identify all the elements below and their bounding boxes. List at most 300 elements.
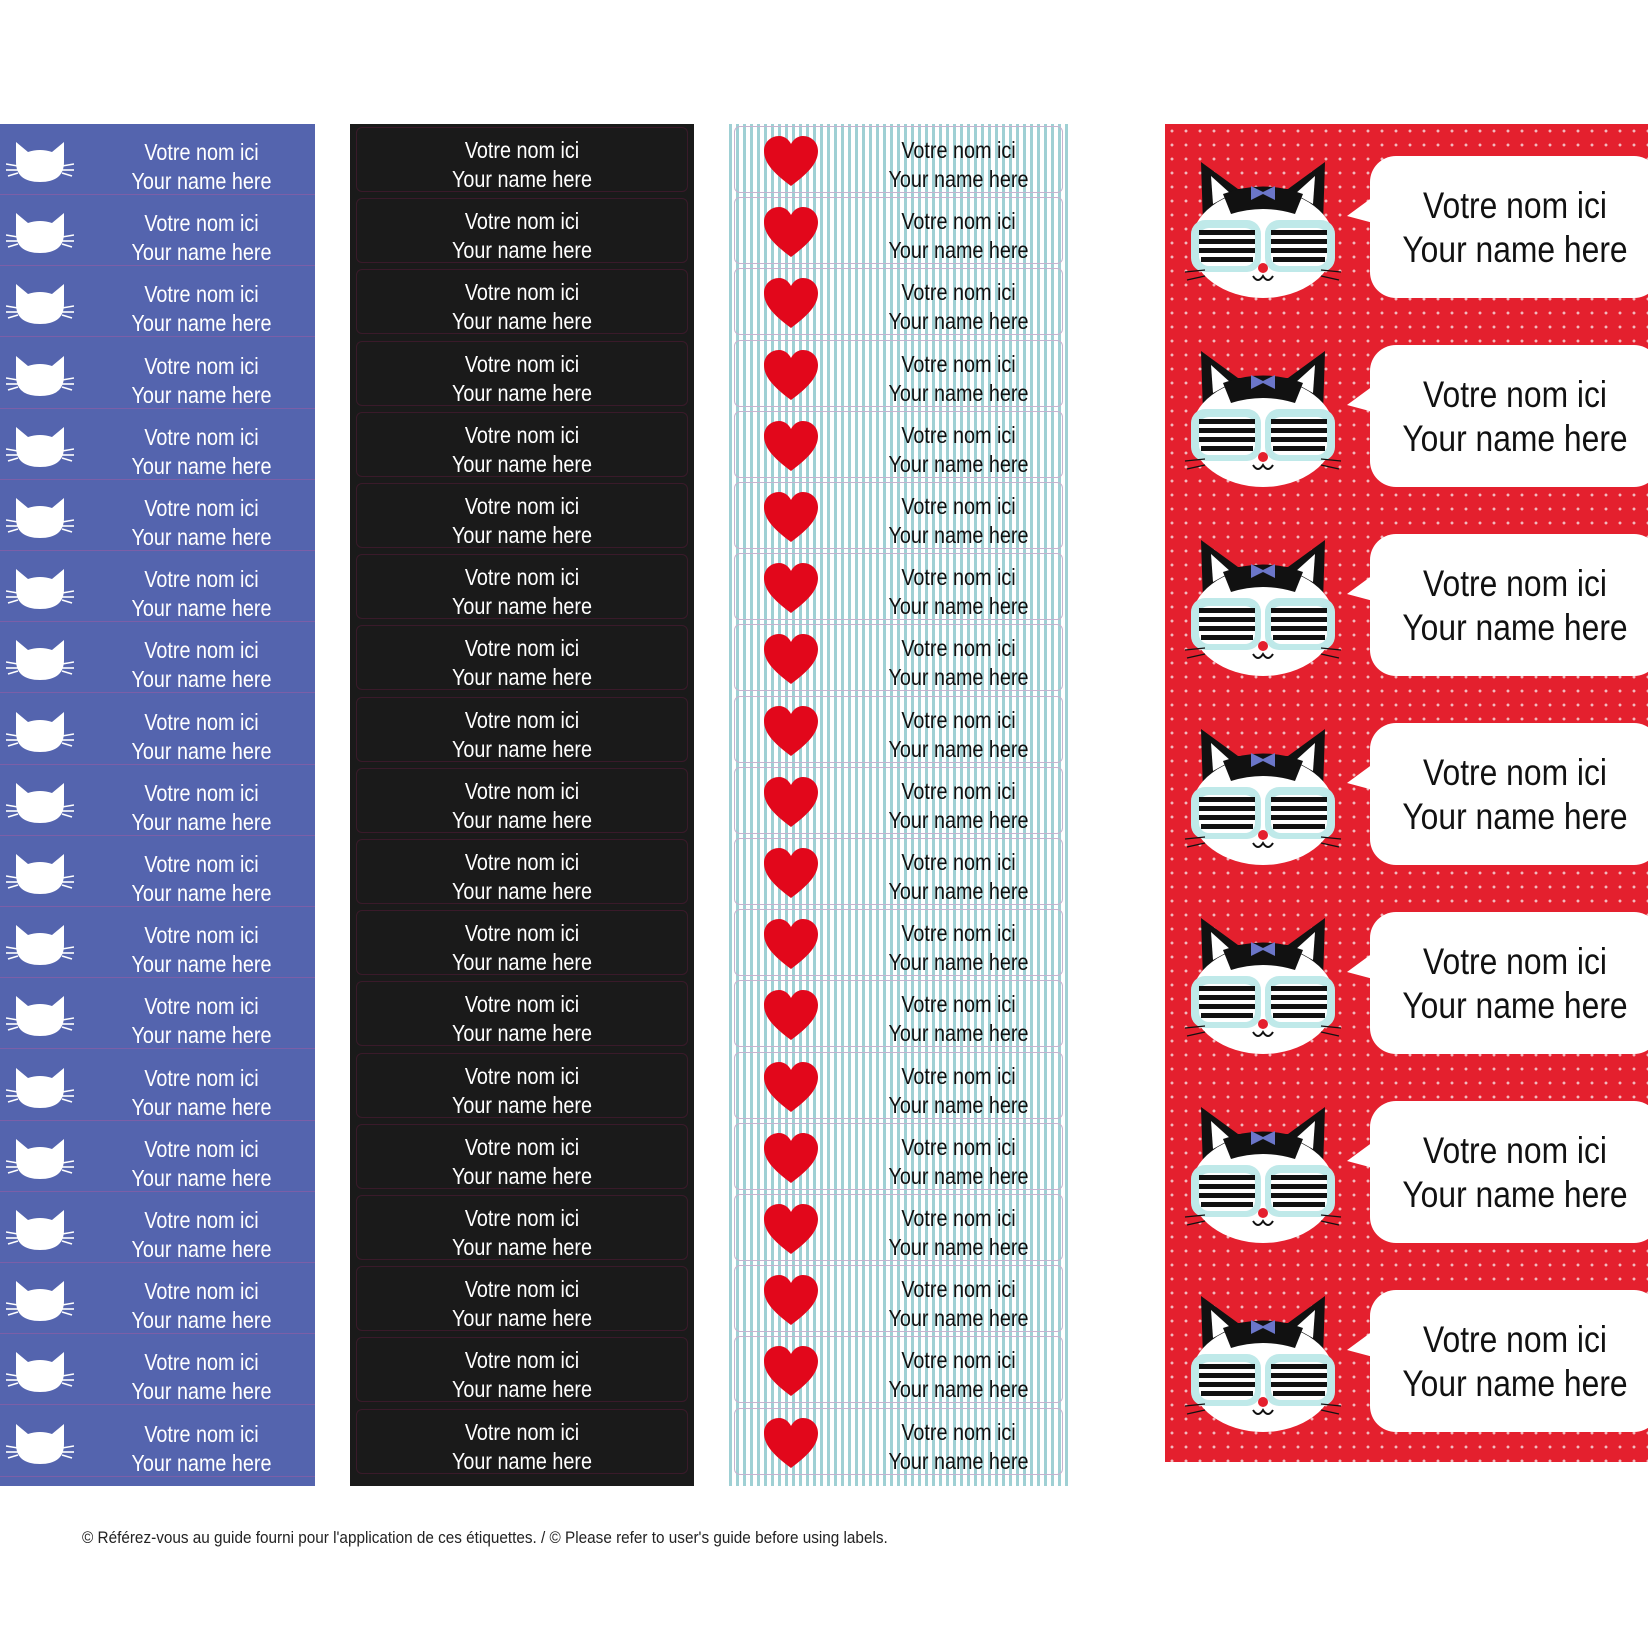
french-name-line: Votre nom ici: [901, 1205, 1016, 1231]
english-name-line: Your name here: [888, 237, 1029, 264]
name-text: [374, 634, 670, 692]
french-name-line: Votre nom ici: [901, 493, 1016, 519]
french-name-line: Votre nom ici: [144, 1420, 259, 1447]
french-name-line: Votre nom ici: [464, 1276, 580, 1303]
french-name-line: Votre nom ici: [1423, 1319, 1607, 1360]
heart-icon: [762, 205, 820, 259]
english-name-line: Your name here: [131, 1093, 272, 1120]
english-name-line: Your name here: [1402, 796, 1628, 837]
heart-icon: [762, 561, 820, 615]
name-text: [873, 634, 1044, 692]
name-text: [873, 278, 1044, 336]
english-name-line: Your name here: [131, 381, 272, 408]
english-name-line: Your name here: [451, 450, 593, 477]
name-text: [374, 990, 670, 1048]
english-name-line: Your name here: [131, 168, 272, 194]
french-name-line: Votre nom ici: [901, 564, 1016, 591]
heart-icon: [762, 1273, 820, 1327]
name-text: [1395, 562, 1636, 650]
french-name-line: Votre nom ici: [901, 706, 1016, 733]
name-text: [374, 350, 670, 408]
cat-head-icon: [6, 1418, 74, 1466]
english-name-line: Your name here: [451, 522, 593, 548]
french-name-line: Votre nom ici: [144, 637, 259, 664]
english-name-line: Your name here: [1402, 1363, 1628, 1404]
blue-label[interactable]: [0, 409, 315, 480]
english-name-line: Your name here: [1402, 229, 1628, 270]
black-label[interactable]: [350, 195, 694, 266]
blue-label[interactable]: [0, 1263, 315, 1334]
blue-label[interactable]: [0, 907, 315, 978]
cat-head-icon: [6, 1062, 74, 1110]
name-text: [374, 563, 670, 621]
english-name-line: Your name here: [888, 806, 1029, 833]
black-label[interactable]: [350, 551, 694, 622]
french-name-line: Votre nom ici: [464, 350, 580, 377]
english-name-line: Your name here: [131, 452, 272, 479]
blue-label[interactable]: [0, 338, 315, 409]
heart-label[interactable]: [729, 907, 1068, 978]
french-name-line: Votre nom ici: [901, 279, 1016, 306]
name-text: [873, 1275, 1044, 1333]
french-name-line: Votre nom ici: [901, 1276, 1016, 1303]
cat-head-icon: [6, 1275, 74, 1323]
black-label[interactable]: [350, 765, 694, 836]
name-text: [104, 352, 299, 410]
heart-icon: [762, 632, 820, 686]
heart-icon: [762, 348, 820, 402]
french-name-line: Votre nom ici: [144, 281, 259, 308]
cat-head-icon: [6, 136, 74, 184]
english-name-line: Your name here: [451, 1234, 593, 1260]
name-text: [374, 492, 670, 550]
cat-with-sunglasses-icon: [1183, 333, 1343, 488]
english-name-line: Your name here: [1402, 985, 1628, 1026]
blue-label[interactable]: [0, 1121, 315, 1192]
french-name-line: Votre nom ici: [1423, 563, 1607, 604]
heart-label[interactable]: [729, 765, 1068, 836]
french-name-line: Votre nom ici: [464, 706, 580, 733]
heart-icon: [762, 1344, 820, 1398]
cat-label[interactable]: [1165, 124, 1648, 313]
name-text: [374, 1204, 670, 1262]
french-name-line: Votre nom ici: [144, 779, 259, 806]
heart-label[interactable]: [729, 622, 1068, 693]
name-text: [873, 492, 1044, 550]
cat-head-icon: [6, 492, 74, 540]
english-name-line: Your name here: [888, 593, 1029, 620]
english-name-line: Your name here: [888, 1162, 1029, 1189]
cat-label[interactable]: [1165, 502, 1648, 691]
black-label[interactable]: [350, 1192, 694, 1263]
english-name-line: Your name here: [1402, 418, 1628, 459]
cat-label[interactable]: [1165, 880, 1648, 1069]
english-name-line: Your name here: [131, 524, 272, 550]
english-name-line: Your name here: [888, 1305, 1029, 1332]
name-text: [1395, 751, 1636, 839]
blue-label[interactable]: [0, 765, 315, 836]
cat-label[interactable]: [1165, 1069, 1648, 1258]
name-text: [104, 779, 299, 837]
black-label[interactable]: [350, 480, 694, 551]
french-name-line: Votre nom ici: [144, 423, 259, 450]
english-name-line: Your name here: [888, 1091, 1029, 1118]
name-text: [374, 136, 670, 194]
heart-icon: [762, 1131, 820, 1185]
heart-icon: [762, 1416, 820, 1470]
blue-label[interactable]: [0, 551, 315, 622]
name-text: [374, 1062, 670, 1120]
french-name-line: Votre nom ici: [144, 708, 259, 735]
blue-label[interactable]: [0, 694, 315, 765]
name-text: [873, 136, 1044, 194]
cat-head-icon: [6, 1204, 74, 1252]
english-name-line: Your name here: [131, 808, 272, 835]
heart-label[interactable]: [729, 1192, 1068, 1263]
cat-head-icon: [6, 278, 74, 326]
english-name-line: Your name here: [131, 1307, 272, 1334]
french-name-line: Votre nom ici: [144, 210, 259, 237]
french-name-line: Votre nom ici: [464, 991, 580, 1018]
name-text: [104, 423, 299, 481]
heart-icon: [762, 134, 820, 188]
english-name-line: Your name here: [888, 949, 1029, 976]
black-label[interactable]: [350, 907, 694, 978]
heart-icon: [762, 276, 820, 330]
name-text: [104, 1064, 299, 1122]
cat-head-icon: [6, 207, 74, 255]
heart-icon: [762, 988, 820, 1042]
heart-label[interactable]: [729, 1334, 1068, 1405]
english-name-line: Your name here: [131, 595, 272, 622]
french-name-line: Votre nom ici: [144, 566, 259, 593]
heart-label[interactable]: [729, 480, 1068, 551]
black-sheet: [350, 124, 694, 1486]
english-name-line: Your name here: [888, 735, 1029, 762]
french-name-line: Votre nom ici: [464, 137, 580, 163]
cat-head-icon: [6, 990, 74, 1038]
blue-label[interactable]: [0, 1050, 315, 1121]
name-text: [374, 777, 670, 835]
french-name-line: Votre nom ici: [464, 493, 580, 519]
black-label[interactable]: [350, 1121, 694, 1192]
french-name-line: Votre nom ici: [144, 1064, 259, 1091]
heart-icon: [762, 1060, 820, 1114]
cat-head-icon: [6, 919, 74, 967]
name-text: [374, 1346, 670, 1404]
heart-label[interactable]: [729, 1263, 1068, 1334]
english-name-line: Your name here: [451, 1376, 593, 1403]
english-name-line: Your name here: [888, 1234, 1029, 1260]
name-text: [1395, 1129, 1636, 1217]
striped-heart-sheet: [729, 124, 1068, 1486]
black-label[interactable]: [350, 836, 694, 907]
name-text: [104, 1348, 299, 1406]
cat-head-icon: [6, 848, 74, 896]
name-text: [104, 1277, 299, 1335]
english-name-line: Your name here: [131, 1022, 272, 1049]
name-text: [104, 636, 299, 694]
french-name-line: Votre nom ici: [901, 1347, 1016, 1374]
english-name-line: Your name here: [888, 1020, 1029, 1047]
french-name-line: Votre nom ici: [901, 635, 1016, 662]
french-name-line: Votre nom ici: [1423, 752, 1607, 793]
name-text: [104, 1420, 299, 1478]
black-label[interactable]: [350, 338, 694, 409]
heart-label[interactable]: [729, 338, 1068, 409]
english-name-line: Your name here: [451, 1162, 593, 1189]
name-text: [104, 850, 299, 908]
english-name-line: Your name here: [451, 949, 593, 976]
french-name-line: Votre nom ici: [901, 849, 1016, 875]
english-name-line: Your name here: [888, 308, 1029, 335]
blue-label[interactable]: [0, 836, 315, 907]
english-name-line: Your name here: [888, 878, 1029, 904]
french-name-line: Votre nom ici: [464, 1347, 580, 1374]
french-name-line: Votre nom ici: [1423, 374, 1607, 415]
black-label[interactable]: [350, 124, 694, 195]
english-name-line: Your name here: [131, 951, 272, 978]
name-text: [104, 992, 299, 1050]
english-name-line: Your name here: [451, 166, 593, 192]
french-name-line: Votre nom ici: [144, 1207, 259, 1233]
cat-label[interactable]: [1165, 313, 1648, 502]
english-name-line: Your name here: [131, 1449, 272, 1476]
name-text: [873, 1418, 1044, 1476]
black-label[interactable]: [350, 1406, 694, 1477]
name-text: [873, 1204, 1044, 1262]
cat-with-sunglasses-icon: [1183, 711, 1343, 866]
french-name-line: Votre nom ici: [464, 635, 580, 662]
french-name-line: Votre nom ici: [901, 1062, 1016, 1089]
name-text: [873, 350, 1044, 408]
name-text: [374, 706, 670, 764]
french-name-line: Votre nom ici: [464, 421, 580, 448]
english-name-line: Your name here: [451, 735, 593, 762]
name-text: [374, 848, 670, 906]
cat-label[interactable]: [1165, 1258, 1648, 1447]
name-text: [1395, 940, 1636, 1028]
heart-label[interactable]: [729, 1406, 1068, 1477]
english-name-line: Your name here: [888, 664, 1029, 691]
english-name-line: Your name here: [888, 166, 1029, 192]
name-text: [104, 138, 299, 196]
black-label[interactable]: [350, 622, 694, 693]
french-name-line: Votre nom ici: [901, 208, 1016, 235]
english-name-line: Your name here: [131, 310, 272, 337]
heart-label[interactable]: [729, 266, 1068, 337]
french-name-line: Votre nom ici: [901, 1133, 1016, 1160]
black-label[interactable]: [350, 694, 694, 765]
english-name-line: Your name here: [451, 308, 593, 335]
french-name-line: Votre nom ici: [144, 1135, 259, 1162]
name-text: [873, 1062, 1044, 1120]
french-name-line: Votre nom ici: [901, 920, 1016, 947]
french-name-line: Votre nom ici: [464, 1205, 580, 1231]
heart-label[interactable]: [729, 836, 1068, 907]
name-text: [104, 209, 299, 267]
heart-icon: [762, 490, 820, 544]
black-label[interactable]: [350, 1334, 694, 1405]
english-name-line: Your name here: [888, 450, 1029, 477]
blue-label[interactable]: [0, 622, 315, 693]
heart-icon: [762, 775, 820, 829]
french-name-line: Votre nom ici: [464, 777, 580, 804]
english-name-line: Your name here: [451, 1447, 593, 1474]
blue-label[interactable]: [0, 124, 315, 195]
french-name-line: Votre nom ici: [464, 564, 580, 591]
english-name-line: Your name here: [1402, 607, 1628, 648]
english-name-line: Your name here: [451, 379, 593, 406]
blue-label[interactable]: [0, 978, 315, 1049]
french-name-line: Votre nom ici: [901, 991, 1016, 1018]
english-name-line: Your name here: [131, 239, 272, 266]
heart-label[interactable]: [729, 409, 1068, 480]
cat-head-icon: [6, 706, 74, 754]
heart-icon: [762, 704, 820, 758]
name-text: [873, 421, 1044, 479]
english-name-line: Your name here: [131, 666, 272, 693]
name-text: [104, 1206, 299, 1264]
english-name-line: Your name here: [131, 1236, 272, 1262]
english-name-line: Your name here: [888, 1447, 1029, 1474]
cat-with-sunglasses-icon: [1183, 1089, 1343, 1244]
cat-head-icon: [6, 1133, 74, 1181]
heart-label[interactable]: [729, 1050, 1068, 1121]
french-name-line: Votre nom ici: [1423, 185, 1607, 226]
name-text: [873, 1346, 1044, 1404]
heart-label[interactable]: [729, 978, 1068, 1049]
black-label[interactable]: [350, 266, 694, 337]
name-text: [374, 1275, 670, 1333]
french-name-line: Votre nom ici: [144, 352, 259, 379]
name-text: [374, 421, 670, 479]
footer-notice: © Référez-vous au guide fourni pour l'application de ces étiquettes. / © Please refer to user's guide before using labels.: [82, 1528, 888, 1547]
french-name-line: Votre nom ici: [901, 350, 1016, 377]
english-name-line: Your name here: [131, 1164, 272, 1191]
english-name-line: Your name here: [131, 880, 272, 906]
english-name-line: Your name here: [451, 878, 593, 904]
heart-label[interactable]: [729, 551, 1068, 622]
name-text: [104, 1135, 299, 1193]
name-text: [873, 563, 1044, 621]
blue-cat-sheet: [0, 124, 315, 1486]
french-name-line: Votre nom ici: [144, 1349, 259, 1376]
black-label[interactable]: [350, 409, 694, 480]
french-name-line: Votre nom ici: [1423, 1130, 1607, 1171]
french-name-line: Votre nom ici: [901, 421, 1016, 448]
french-name-line: Votre nom ici: [144, 495, 259, 521]
name-text: [374, 919, 670, 977]
heart-label[interactable]: [729, 195, 1068, 266]
blue-label[interactable]: [0, 480, 315, 551]
name-text: [1395, 1318, 1636, 1406]
black-label[interactable]: [350, 978, 694, 1049]
name-text: [104, 708, 299, 766]
english-name-line: Your name here: [451, 664, 593, 691]
name-text: [104, 280, 299, 338]
english-name-line: Your name here: [451, 1020, 593, 1047]
name-text: [873, 706, 1044, 764]
english-name-line: Your name here: [888, 379, 1029, 406]
french-name-line: Votre nom ici: [1423, 941, 1607, 982]
french-name-line: Votre nom ici: [144, 922, 259, 949]
french-name-line: Votre nom ici: [464, 1133, 580, 1160]
cat-head-icon: [6, 1346, 74, 1394]
english-name-line: Your name here: [451, 806, 593, 833]
heart-label[interactable]: [729, 1121, 1068, 1192]
name-text: [104, 921, 299, 979]
heart-icon: [762, 1202, 820, 1256]
french-name-line: Votre nom ici: [464, 1418, 580, 1445]
blue-label[interactable]: [0, 266, 315, 337]
cat-with-sunglasses-icon: [1183, 144, 1343, 299]
cat-label[interactable]: [1165, 691, 1648, 880]
black-label[interactable]: [350, 1263, 694, 1334]
name-text: [873, 1133, 1044, 1191]
french-name-line: Votre nom ici: [464, 849, 580, 875]
french-name-line: Votre nom ici: [901, 137, 1016, 163]
english-name-line: Your name here: [1402, 1174, 1628, 1215]
name-text: [1395, 373, 1636, 461]
french-name-line: Votre nom ici: [901, 1418, 1016, 1445]
name-text: [374, 1133, 670, 1191]
name-text: [374, 1418, 670, 1476]
black-label[interactable]: [350, 1050, 694, 1121]
name-text: [374, 207, 670, 265]
blue-label[interactable]: [0, 1192, 315, 1263]
french-name-line: Votre nom ici: [144, 993, 259, 1020]
english-name-line: Your name here: [131, 737, 272, 764]
name-text: [104, 565, 299, 623]
heart-icon: [762, 917, 820, 971]
french-name-line: Votre nom ici: [144, 139, 259, 165]
name-text: [873, 990, 1044, 1048]
french-name-line: Votre nom ici: [144, 1278, 259, 1305]
french-name-line: Votre nom ici: [464, 208, 580, 235]
heart-icon: [762, 419, 820, 473]
blue-label[interactable]: [0, 1334, 315, 1405]
english-name-line: Your name here: [131, 1378, 272, 1405]
name-text: [873, 919, 1044, 977]
english-name-line: Your name here: [888, 1376, 1029, 1403]
english-name-line: Your name here: [451, 1091, 593, 1118]
name-text: [104, 494, 299, 552]
name-text: [1395, 184, 1636, 272]
cat-with-sunglasses-icon: [1183, 522, 1343, 677]
heart-label[interactable]: [729, 124, 1068, 195]
blue-label[interactable]: [0, 195, 315, 266]
english-name-line: Your name here: [451, 1305, 593, 1332]
name-text: [873, 848, 1044, 906]
cat-head-icon: [6, 634, 74, 682]
heart-label[interactable]: [729, 694, 1068, 765]
heart-icon: [762, 846, 820, 900]
blue-label[interactable]: [0, 1406, 315, 1477]
french-name-line: Votre nom ici: [901, 777, 1016, 804]
french-name-line: Votre nom ici: [144, 851, 259, 877]
english-name-line: Your name here: [888, 522, 1029, 548]
name-text: [873, 207, 1044, 265]
french-name-line: Votre nom ici: [464, 920, 580, 947]
french-name-line: Votre nom ici: [464, 279, 580, 306]
french-name-line: Votre nom ici: [464, 1062, 580, 1089]
english-name-line: Your name here: [451, 237, 593, 264]
name-text: [374, 278, 670, 336]
cat-head-icon: [6, 777, 74, 825]
red-cat-sheet: [1165, 124, 1648, 1462]
english-name-line: Your name here: [451, 593, 593, 620]
